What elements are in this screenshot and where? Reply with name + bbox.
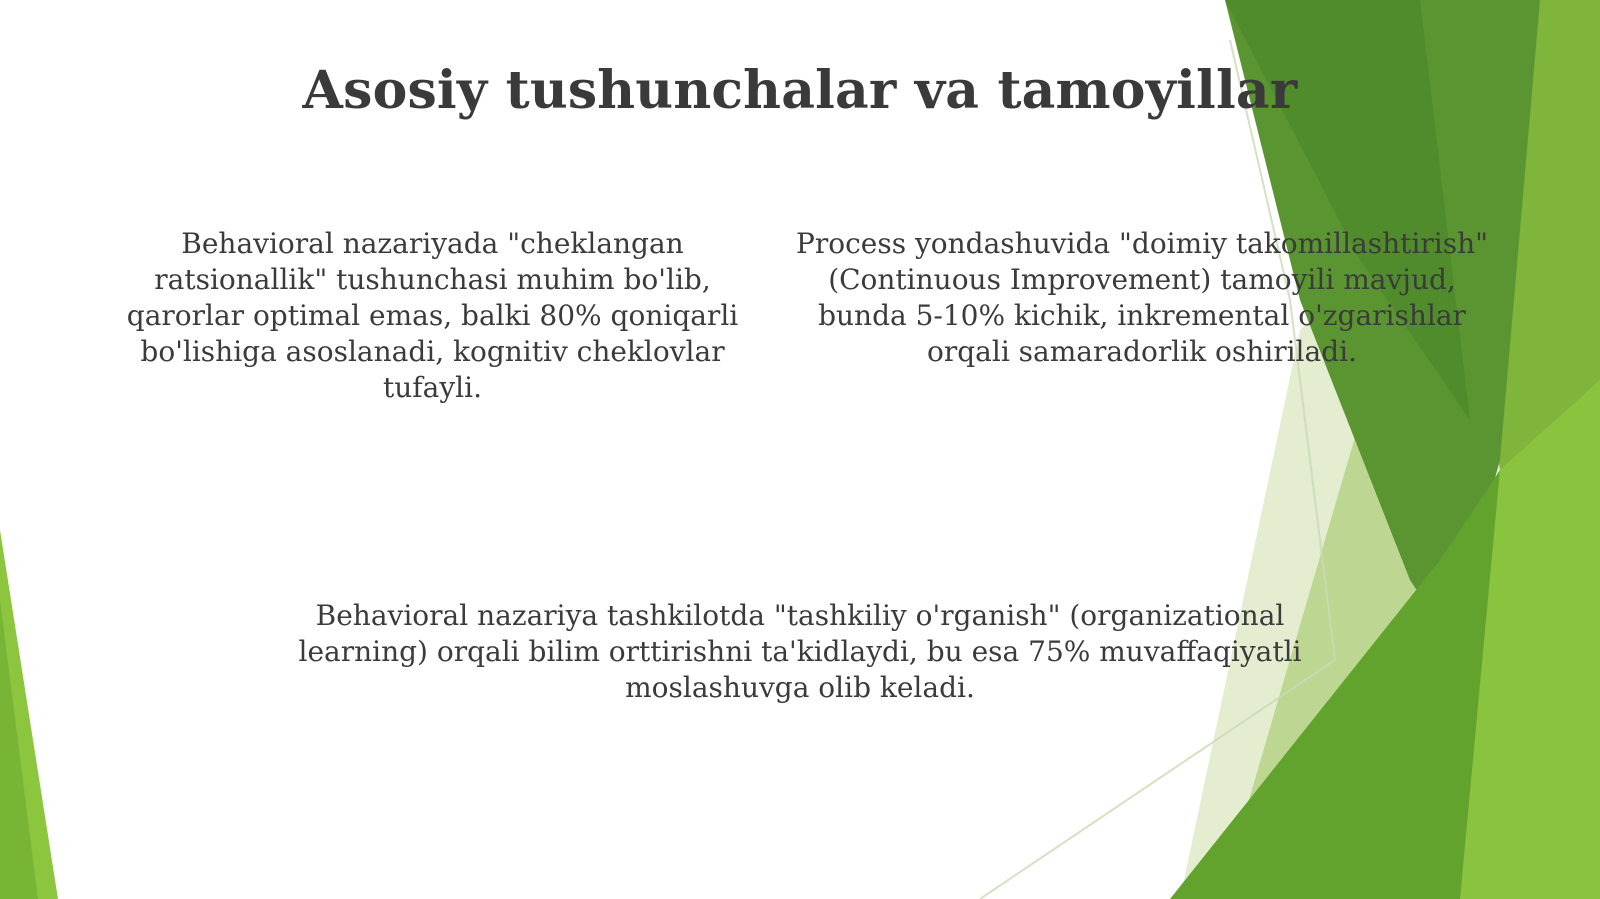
paragraph-continuous-improvement: Process yondashuvida "doimiy takomillashtirish" (Continuous Improvement) tamoyili mavjud, bunda 5-10% kichik, inkremental o'zgarishlar orqali samaradorlik oshiriladi. bbox=[796, 227, 1488, 368]
paragraph-organizational-learning: Behavioral nazariya tashkilotda "tashkiliy o'rganish" (organizational learning) orqali bilim orttirishni ta'kidlaydi, bu esa 75% muvaffaqiyatli moslashuvga olib keladi. bbox=[298, 599, 1302, 704]
paragraph-bounded-rationality: Behavioral nazariyada "cheklangan ratsionallik" tushunchasi muhim bo'lib, qarorlar optimal emas, balki 80% qoniqarli bo'lishiga asoslanadi, kognitiv cheklovlar tufayli. bbox=[126, 227, 739, 404]
slide-title: Asosiy tushunchalar va tamoyillar bbox=[302, 60, 1298, 121]
